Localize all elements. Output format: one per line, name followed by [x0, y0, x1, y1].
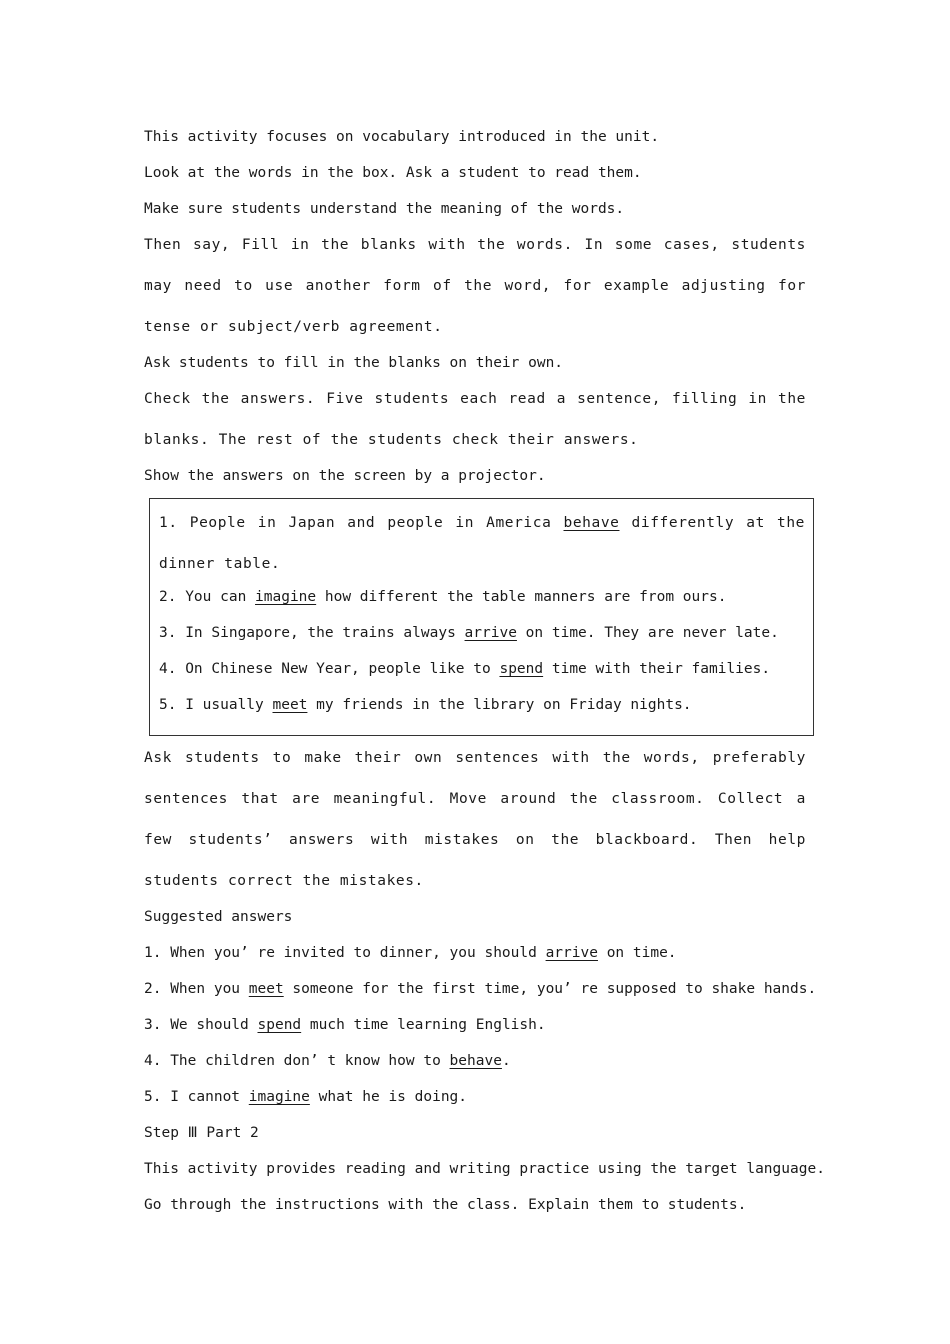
box-sentence-4	[159, 657, 805, 693]
sentence-text: 3. We should	[144, 1017, 258, 1033]
answer-word: arrive	[464, 625, 517, 641]
sentence-text: 5. I usually	[159, 697, 273, 713]
sentence-text: 4. The children don’ t know how to	[144, 1053, 450, 1069]
sentence-text: 1. People in Japan and people in America	[159, 515, 564, 531]
answer-word: spend	[257, 1017, 302, 1033]
sentence-text: my friends in the library on Friday nights.	[307, 697, 692, 713]
answer-word: imagine	[255, 589, 317, 605]
suggested-2	[144, 977, 817, 1013]
box-sentence-2	[159, 585, 805, 621]
sentence-text: how different the table manners are from ours.	[316, 589, 727, 605]
sentence-text: .	[501, 1053, 511, 1069]
answer-word: behave	[449, 1053, 502, 1069]
fill-instruction: Then say, Fill in the blanks with the words. In some cases, students may need to use another form of the word, for example adjusting for tense or subject/verb agreement.	[144, 237, 806, 335]
sentence-text: on time.	[597, 945, 677, 961]
answer-word: meet	[248, 981, 284, 997]
sentence-text: 4. On Chinese New Year, people like to	[159, 661, 500, 677]
own-sentences-paragraph: Ask students to make their own sentences with the words, preferably sentences that are meaningful. Move around the classroom. Collect a few students’ answers with mistakes on the blackboard. Then help students correct the mistakes.	[144, 750, 806, 889]
intro-line-1: This activity focuses on vocabulary introduced in the unit.	[144, 129, 660, 145]
check-paragraph: Check the answers. Five students each read a sentence, filling in the blanks. The rest of the students check their answers.	[144, 391, 806, 448]
sentence-text: 2. When you	[144, 981, 249, 997]
box-sentence-5	[159, 693, 805, 729]
sentence-text: time with their families.	[543, 661, 771, 677]
suggested-1	[144, 941, 806, 977]
suggested-5	[144, 1085, 806, 1121]
sentence-text: much time learning English.	[301, 1017, 546, 1033]
suggested-3	[144, 1013, 806, 1049]
answer-word: meet	[272, 697, 308, 713]
intro-line-2: Look at the words in the box. Ask a student to read them.	[144, 165, 642, 181]
document-page	[144, 125, 825, 1229]
box-sentence-1	[159, 503, 805, 585]
sentence-text: 2. You can	[159, 589, 256, 605]
box-sentence-3	[159, 621, 805, 657]
ask-fill: Ask students to fill in the blanks on their own.	[144, 355, 564, 371]
answer-box	[149, 498, 814, 736]
show-line: Show the answers on the screen by a projector.	[144, 468, 546, 484]
sentence-text: 1. When you’ re invited to dinner, you should	[144, 945, 546, 961]
sentence-text: differently at the dinner table.	[159, 515, 805, 572]
step-heading: Step Ⅲ Part 2	[144, 1125, 259, 1141]
sentence-text: what he is doing.	[309, 1089, 468, 1105]
answer-word: imagine	[248, 1089, 310, 1105]
suggested-4	[144, 1049, 806, 1085]
sentence-text: 3. In Singapore, the trains always	[159, 625, 465, 641]
answer-word: arrive	[545, 945, 598, 961]
answer-word: spend	[499, 661, 544, 677]
answer-word: behave	[563, 515, 620, 531]
outro-line-2: Go through the instructions with the class. Explain them to students.	[144, 1197, 747, 1213]
intro-line-3: Make sure students understand the meaning of the words.	[144, 201, 625, 217]
outro-line-1: This activity provides reading and writing practice using the target language.	[144, 1161, 825, 1177]
sentence-text: 5. I cannot	[144, 1089, 249, 1105]
sentence-text: someone for the first time, you’ re supposed to shake hands.	[283, 981, 817, 997]
suggested-title: Suggested answers	[144, 909, 293, 925]
sentence-text: on time. They are never late.	[516, 625, 779, 641]
